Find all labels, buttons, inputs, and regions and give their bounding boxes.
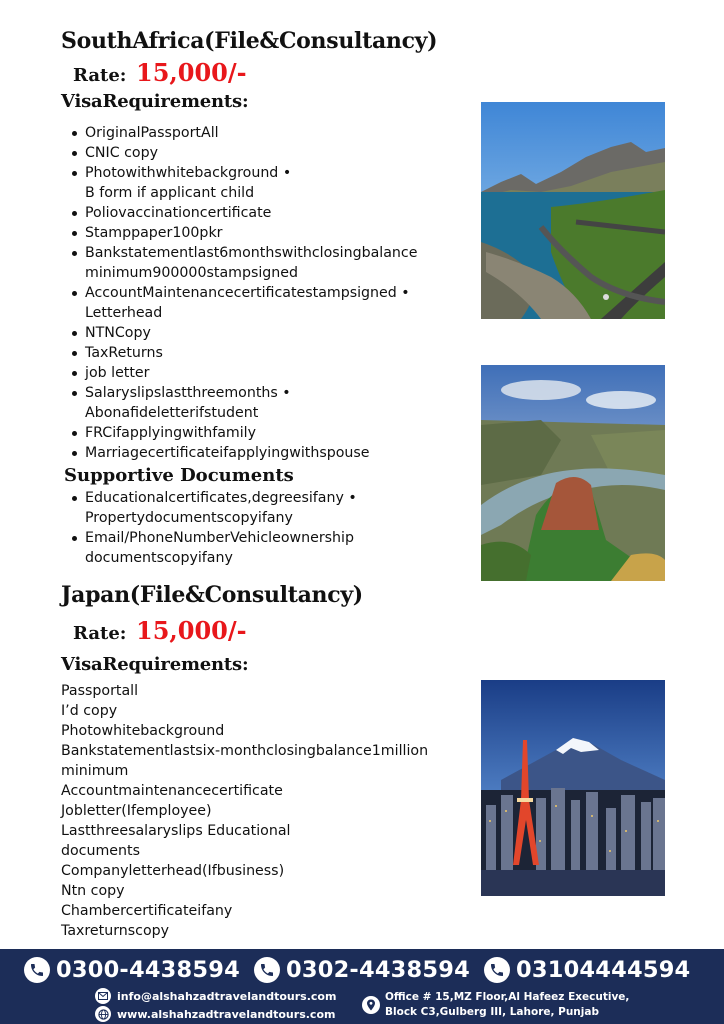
list-item: Chambercertificateifany [61, 903, 233, 919]
list-item: Stamppaper100pkr [71, 223, 441, 243]
phone-icon [24, 957, 50, 983]
phone-contact-3[interactable] [484, 957, 690, 983]
japan-title: Japan(File&Consultancy) [61, 582, 363, 608]
email-contact[interactable] [95, 988, 336, 1004]
rate-label: Rate: [73, 65, 127, 86]
canyon-photo [481, 365, 665, 581]
list-item: job letter [71, 363, 441, 383]
list-item: OriginalPassportAll [71, 123, 441, 143]
phone-number: 0302-4438594 [286, 957, 470, 983]
list-item: I’d copy [61, 703, 118, 719]
list-item-continuation: B form if applicant child [85, 185, 255, 201]
supportive-documents-list [71, 488, 441, 568]
list-item: Educationalcertificates,degreesifany • [71, 488, 441, 508]
rate-value: 15,000/- [136, 58, 247, 87]
list-item-continuation: documentscopyifany [85, 550, 233, 566]
japan-requirements-list [61, 681, 441, 941]
website-contact[interactable] [95, 1006, 335, 1022]
list-item-continuation: minimum900000stampsigned [85, 265, 299, 281]
list-item: Passportall [61, 683, 139, 699]
south-africa-rate [73, 58, 247, 87]
list-item: Salaryslipslastthreemonths • [71, 383, 441, 403]
list-item: TaxReturns [71, 343, 441, 363]
list-item: Marriagecertificateifapplyingwithspouse [71, 443, 441, 463]
list-item: Photowhitebackground [61, 723, 225, 739]
list-item: Bankstatementlastsix-monthclosingbalance1million [61, 743, 429, 759]
japan-rate [73, 616, 247, 645]
list-item: Lastthreesalaryslips Educational [61, 823, 291, 839]
coastal-road-photo [481, 102, 665, 319]
phone-icon [484, 957, 510, 983]
list-item: CNIC copy [71, 143, 441, 163]
list-item: FRCifapplyingwithfamily [71, 423, 441, 443]
envelope-icon [95, 988, 111, 1004]
tokyo-fuji-photo [481, 680, 665, 896]
phone-number: 03104444594 [516, 957, 691, 983]
south-africa-requirements-heading: VisaRequirements: [61, 91, 249, 112]
list-item: Photowithwhitebackground • [71, 163, 441, 183]
email-address: info@alshahzadtravelandtours.com [117, 989, 337, 1003]
list-item: Jobletter(Ifemployee) [61, 803, 212, 819]
address-line-1: Office # 15,MZ Floor,Al Hafeez Executive, [385, 991, 630, 1003]
japan-requirements-heading: VisaRequirements: [61, 654, 249, 675]
location-pin-icon [362, 996, 380, 1014]
list-item: Companyletterhead(Ifbusiness) [61, 863, 285, 879]
phone-contact-2[interactable] [254, 957, 470, 983]
list-item: Email/PhoneNumberVehicleownership [71, 528, 441, 548]
list-item: Ntn copy [61, 883, 125, 899]
south-africa-requirements-list [71, 123, 441, 463]
list-item: documents [61, 843, 140, 859]
globe-icon [95, 1006, 111, 1022]
office-address [385, 990, 629, 1020]
rate-value: 15,000/- [136, 616, 247, 645]
address-line-2: Block C3,Gulberg III, Lahore, Punjab [385, 1006, 599, 1018]
address-icon-wrap [362, 996, 386, 1014]
list-item: minimum [61, 763, 129, 779]
list-item: Bankstatementlast6monthswithclosingbalance [71, 243, 441, 263]
list-item: Accountmaintenancecertificate [61, 783, 283, 799]
supportive-documents-heading: Supportive Documents [64, 465, 294, 486]
list-item: Poliovaccinationcertificate [71, 203, 441, 223]
website-address: www.alshahzadtravelandtours.com [117, 1007, 336, 1021]
list-item-continuation: Abonafideletterifstudent [85, 405, 259, 421]
list-item: AccountMaintenancecertificatestampsigned • [71, 283, 441, 303]
list-item: Taxreturnscopy [61, 923, 170, 939]
list-item-continuation: Letterhead [85, 305, 163, 321]
list-item-continuation: Propertydocumentscopyifany [85, 510, 293, 526]
rate-label: Rate: [73, 623, 127, 644]
phone-icon [254, 957, 280, 983]
list-item: NTNCopy [71, 323, 441, 343]
south-africa-title: SouthAfrica(File&Consultancy) [61, 28, 438, 54]
phone-number: 0300-4438594 [56, 957, 240, 983]
phone-contact-1[interactable] [24, 957, 240, 983]
